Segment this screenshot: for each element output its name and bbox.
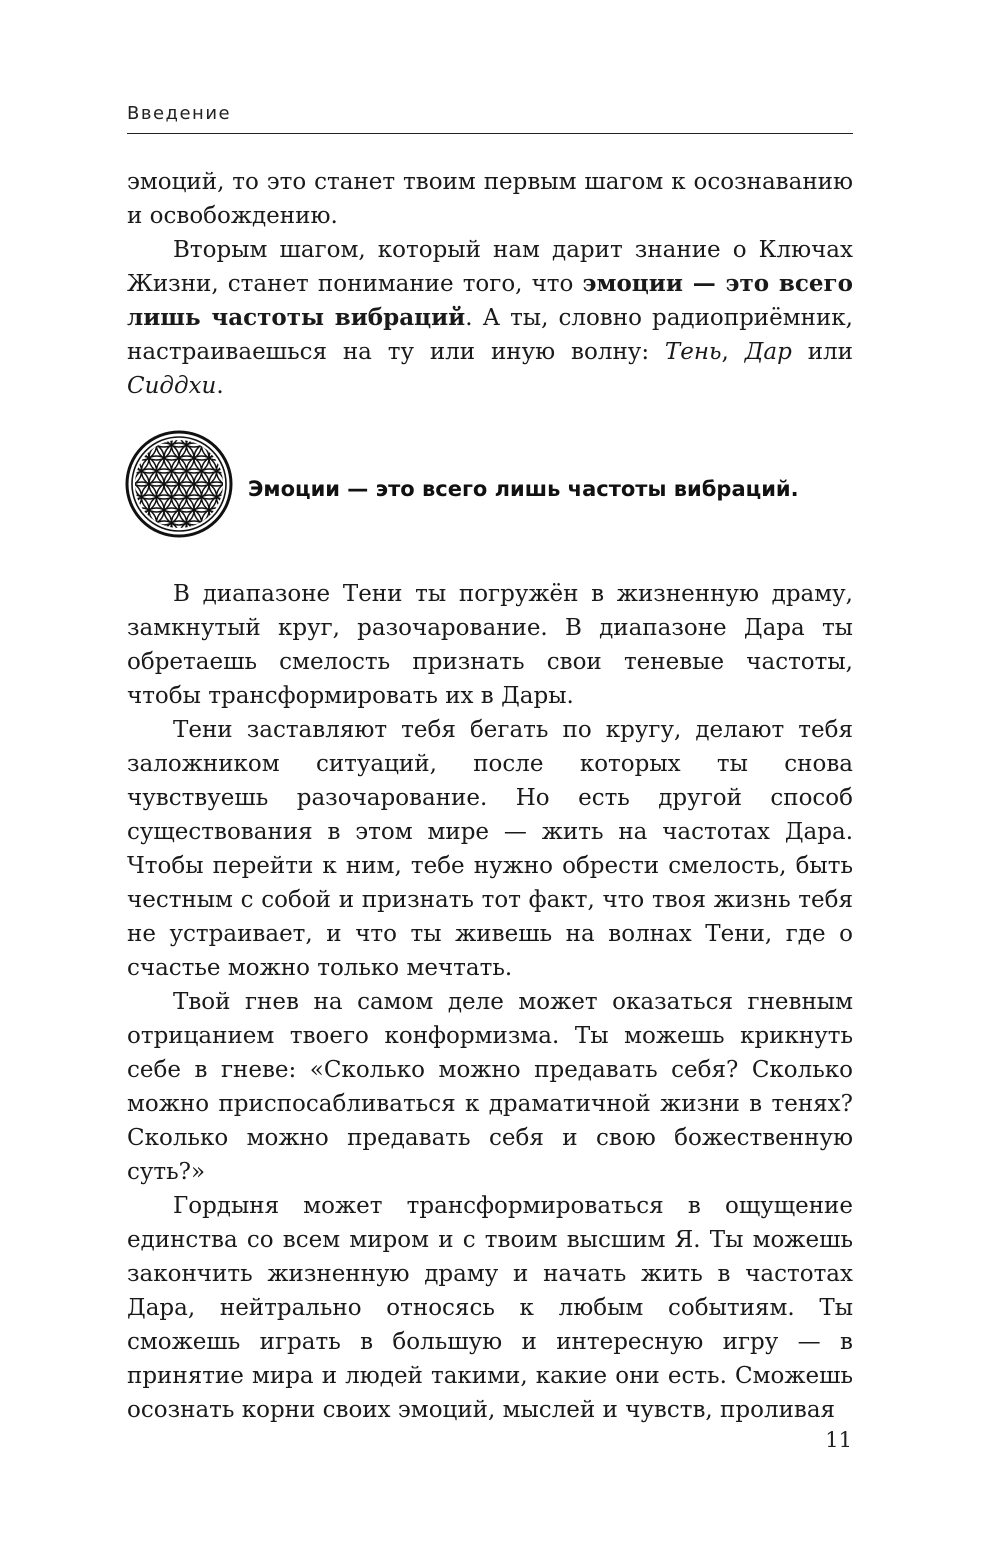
flower-of-life-icon: [124, 429, 234, 539]
flower-petal-circle: [124, 495, 149, 525]
paragraph-5: Твой гнев на самом деле может оказаться гневным отрицанием твоего конформизма. Ты можешь крикнуть себе в гневе: «Сколько можно предавать себя? Сколько можно приспосабливаться к драматичной жизни в тенях? Сколько можно предавать себя и свою божественную суть?»: [127, 989, 853, 1185]
paragraph-3: В диапазоне Тени ты погружён в жизненную драму, замкнутый круг, разочарование. В диапазоне Дара ты обретаешь смелость признать свои теневые частоты, чтобы трансформировать их в Дары.: [127, 581, 853, 709]
page-number: 11: [825, 1428, 852, 1452]
header-divider: [127, 133, 853, 134]
p2-text-e: .: [216, 373, 224, 399]
text-block-top: [127, 165, 853, 403]
p2-italic-gift: Дар: [744, 339, 792, 365]
paragraph-1: эмоций, то это станет твоим первым шагом к осознаванию и освобождению.: [127, 169, 853, 229]
p2-italic-shadow: Тень: [664, 339, 722, 365]
p2-text-c: ,: [721, 339, 745, 365]
paragraph-6: Гордыня может трансформироваться в ощущение единства со всем миром и с твоим высшим Я. Ты можешь закончить жизненную драму и начать жить в частотах Дара, нейтрально относясь к любым событиям. Ты сможешь играть в большую и интересную игру — в принятие мира и людей такими, какие они есть. Сможешь осознать корни своих эмоций, мыслей и чувств, проливая: [127, 1193, 853, 1423]
p2-italic-siddhi: Сиддхи: [127, 373, 217, 399]
text-block-main: [127, 577, 853, 1427]
paragraph-2: [127, 233, 853, 403]
p2-text-a: Вторым шагом, который нам дарит знание о Ключах Жизни, станет понимание того, что: [127, 237, 853, 297]
flower-petal-circle: [209, 443, 234, 473]
callout-box: [124, 429, 864, 539]
p2-bold-emphasis: эмоции — это всего лишь частоты вибраций: [127, 270, 853, 331]
running-head: Введение: [127, 103, 232, 124]
flower-petal-circle: [124, 443, 149, 473]
paragraph-4: Тени заставляют тебя бегать по кругу, делают тебя заложником ситуаций, после которых ты снова чувствуешь разочарование. Но есть другой способ существования в этом мире — жить на частотах Дара. Чтобы перейти к ним, тебе нужно обрести смелость, быть честным с собой и признать тот факт, что твоя жизнь тебя не устраивает, и что ты живешь на волнах Тени, где о счастье можно только мечтать.: [127, 717, 853, 981]
callout-text: Эмоции — это всего лишь частоты вибраций.: [248, 477, 799, 501]
p2-text-b: . А ты, словно радиоприёмник, настраиваешься на ту или иную волну:: [127, 305, 853, 365]
p2-text-d: или: [791, 339, 853, 365]
flower-petal-circle: [209, 495, 234, 525]
